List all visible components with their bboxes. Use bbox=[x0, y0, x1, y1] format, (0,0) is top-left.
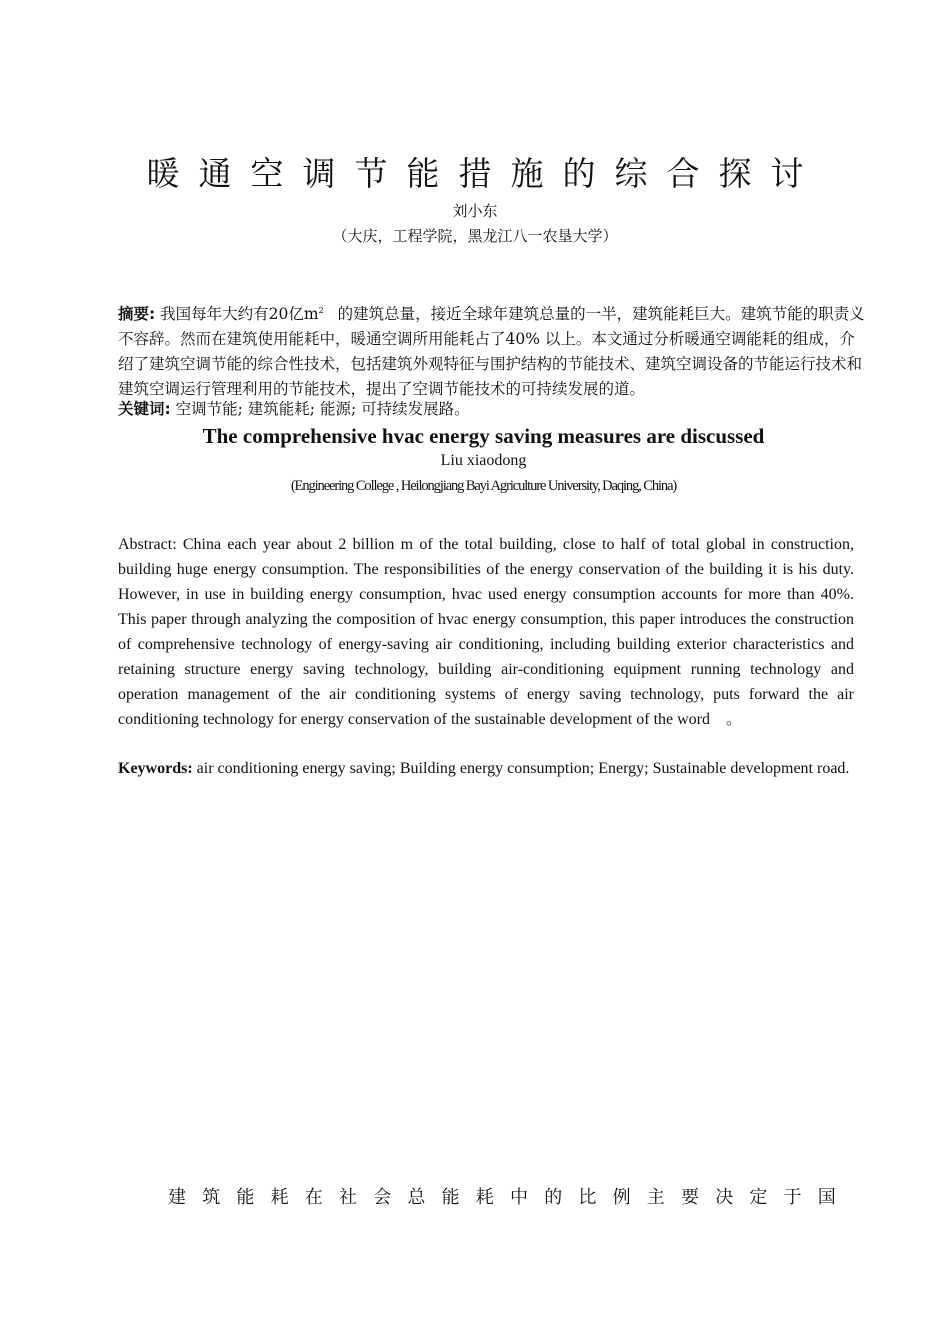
chinese-author: 刘小东 bbox=[452, 202, 498, 220]
english-affiliation: (Engineering College , Heilongjiang Bayi Agriculture University, Daqing, China) bbox=[290, 478, 677, 494]
chinese-keywords-label: 关键词: bbox=[118, 400, 171, 418]
superscript-2: 2 bbox=[318, 306, 324, 315]
chinese-abstract-label: 摘要: bbox=[118, 305, 156, 324]
chinese-abstract bbox=[118, 298, 870, 402]
chinese-abstract-text-part2: 的建筑总量，接近全球年建筑总量的一半，建筑能耗巨大。建筑节能的职责义不容辞。然而在建筑使用能耗中，暖通空调所用能耗占了40% 以上。本文通过分析暖通空调能耗的组成，介绍了建筑空调节能的综合性技术，包括建筑外观特征与围护结构的节能技术、建筑空调设备的节能运行技术和建筑空调运行管理利用的节能技术，提出了空调节能技术的可持续发展的道。 bbox=[118, 305, 865, 399]
english-keywords-label: Keywords: bbox=[118, 760, 193, 777]
english-keywords bbox=[118, 756, 854, 781]
body-first-line: 建筑能耗在社会总能耗中的比例主要决定于国 bbox=[168, 1187, 852, 1208]
english-title: The comprehensive hvac energy saving measures are discussed bbox=[202, 424, 765, 448]
english-abstract: Abstract: China each year about 2 billion m of the total building, close to half of total global in construction, building huge energy consumption. The responsibilities of the energy conservation of the building it is his duty. However, in use in building energy consumption, hvac used energy consumption accounts for more than 40%. This paper through analyzing the composition of hvac energy consumption, this paper introduces the construction of comprehensive technology of energy-saving air conditioning, including building exterior characteristics and retaining structure energy saving technology, building air-conditioning equipment running technology and operation management of the air conditioning systems of energy saving technology, puts forward the air conditioning technology for energy conservation of the sustainable development of the word 。 bbox=[118, 536, 854, 728]
chinese-abstract-text-part1: 我国每年大约有20亿m bbox=[160, 305, 319, 324]
english-author: Liu xiaodong bbox=[440, 452, 527, 469]
chinese-affiliation: （大庆，工程学院，黑龙江八一农垦大学） bbox=[332, 227, 618, 245]
chinese-title: 暖通空调节能措施的综合探讨 bbox=[146, 154, 823, 193]
chinese-keywords-text: 空调节能; 建筑能耗; 能源; 可持续发展路。 bbox=[175, 400, 470, 418]
chinese-keywords bbox=[118, 397, 870, 422]
english-keywords-text: air conditioning energy saving; Building energy consumption; Energy; Sustainable development road. bbox=[192, 760, 850, 777]
